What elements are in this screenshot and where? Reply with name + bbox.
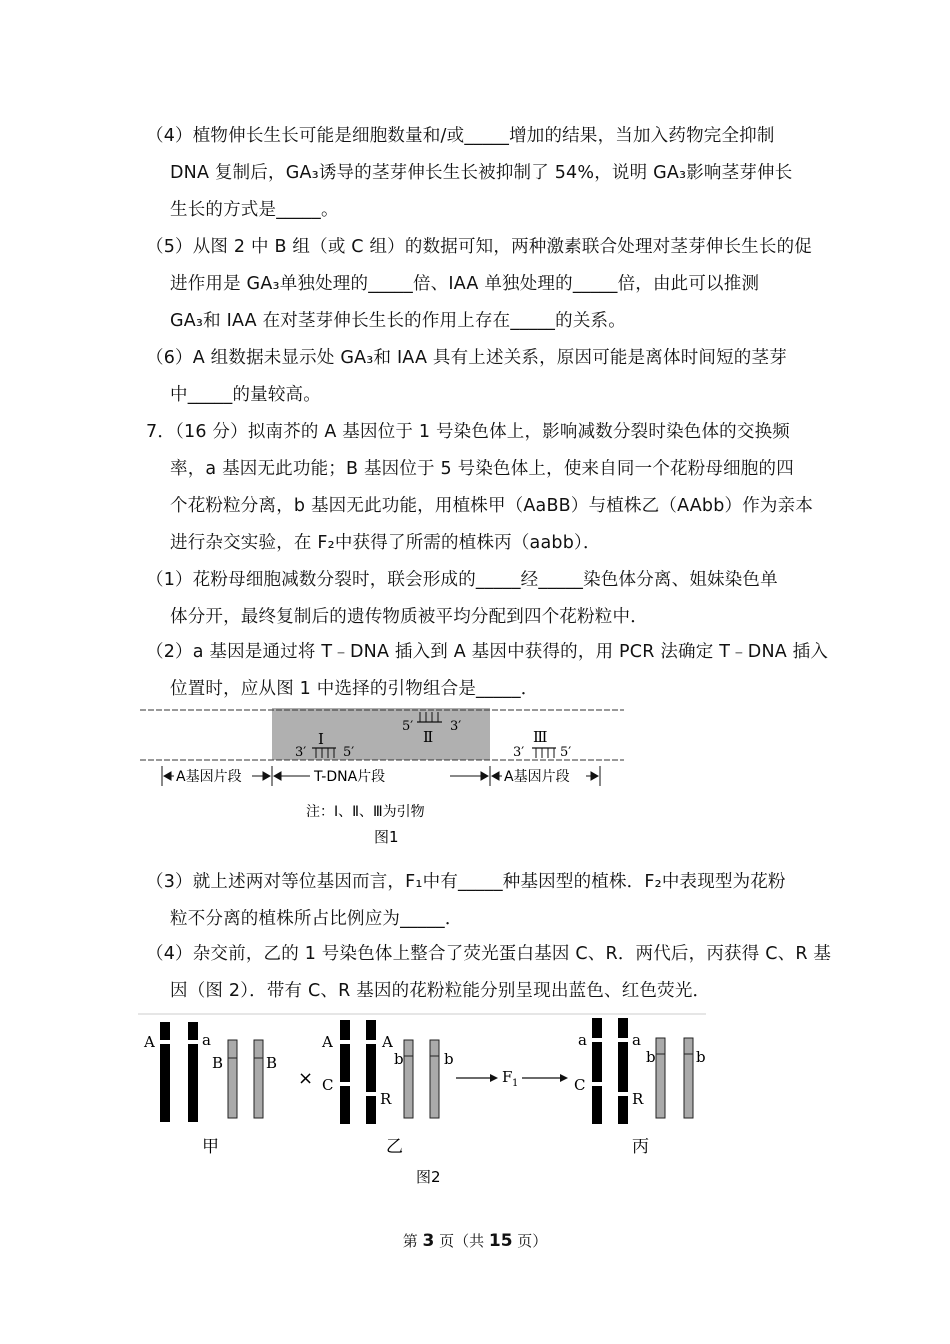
text-line-q5-3: GA₃和 IAA 在对茎芽伸长生长的作用上存在_____的关系。	[170, 311, 626, 331]
chromosome-5-yi-right	[430, 1040, 439, 1118]
text-line-q6-2: 中_____的量较高。	[170, 385, 321, 405]
text-line-q5-2: 进作用是 GA₃单独处理的_____倍、IAA 单独处理的_____倍，由此可以推测	[170, 274, 760, 294]
svg-text:B: B	[212, 1054, 224, 1072]
svg-text:C: C	[322, 1076, 334, 1094]
text-line-q7-2: 率，a 基因无此功能；B 基因位于 5 号染色体上，使来自同一个花粉母细胞的四	[170, 459, 794, 479]
svg-text:Ⅰ: Ⅰ	[318, 730, 324, 748]
label-jia: 甲	[202, 1137, 219, 1157]
svg-text:a: a	[202, 1031, 211, 1049]
figure-1-caption: 图1	[374, 828, 399, 846]
primer-3	[513, 728, 571, 760]
text-line-q4-3: 生长的方式是_____。	[170, 200, 339, 220]
text-line-q4-2: DNA 复制后，GA₃诱导的茎芽伸长生长被抑制了 54%，说明 GA₃影响茎芽伸长	[170, 163, 793, 183]
text-line-q7-4-2: 因（图 2）．带有 C、R 基因的花粉粒能分别呈现出蓝色、红色荧光．	[170, 981, 711, 1001]
svg-text:5′: 5′	[560, 745, 572, 760]
plant-jia-chromosomes	[143, 1022, 277, 1122]
text-line-q5-1: （5）从图 2 中 B 组（或 C 组）的数据可知，两种激素联合处理对茎芽伸长生长的促	[146, 237, 812, 257]
svg-text:b: b	[394, 1050, 404, 1068]
segment-label-tdna: T-DNA片段	[314, 769, 386, 785]
plant-yi-chromosomes	[321, 1020, 454, 1124]
text-line-q7-4: 进行杂交实验，在 F₂中获得了所需的植株丙（aabb）．	[170, 533, 601, 553]
chromosome-5-jia-right	[254, 1040, 263, 1118]
figure-2-caption: 图2	[416, 1168, 441, 1186]
svg-text:b: b	[646, 1048, 656, 1066]
svg-text:Ⅲ: Ⅲ	[533, 728, 548, 746]
chromosome-1-yi-left	[340, 1020, 350, 1124]
text-line-q7-1-1: （1）花粉母细胞减数分裂时，联会形成的_____经_____染色体分离、姐妹染色单	[146, 570, 778, 590]
chromosome-5-bing-right	[684, 1038, 693, 1118]
svg-text:3′: 3′	[295, 745, 307, 760]
svg-text:1: 1	[512, 1078, 519, 1089]
label-bing: 丙	[632, 1137, 649, 1157]
plant-bing-chromosomes	[574, 1018, 706, 1124]
segment-label-a-right: A基因片段	[504, 769, 570, 785]
footer-middle: 页（共	[434, 1232, 489, 1250]
chromosome-5-bing-left	[656, 1038, 665, 1118]
svg-text:3′: 3′	[450, 719, 462, 734]
page-footer	[0, 1230, 950, 1251]
chromosome-1-jia-right	[188, 1022, 198, 1122]
svg-text:B: B	[266, 1054, 278, 1072]
text-line-q7-4-1: （4）杂交前，乙的 1 号染色体上整合了荧光蛋白基因 C、R．两代后，丙获得 C、R 基	[146, 944, 832, 964]
text-line-q7-1: 7．（16 分）拟南芥的 A 基因位于 1 号染色体上，影响减数分裂时染色体的交换频	[146, 422, 790, 442]
svg-text:R: R	[380, 1090, 392, 1108]
chromosome-1-jia-left	[160, 1022, 170, 1122]
chromosome-5-jia-left	[228, 1040, 237, 1118]
svg-text:F: F	[502, 1068, 513, 1086]
svg-text:A: A	[382, 1033, 393, 1051]
text-line-q7-3-2: 粒不分离的植株所占比例应为_____．	[170, 909, 463, 929]
svg-text:R: R	[632, 1090, 644, 1108]
page-number: 3	[422, 1231, 435, 1251]
chromosome-1-bing-left	[592, 1018, 602, 1124]
text-line-q7-1-2: 体分开，最终复制后的遗传物质被平均分配到四个花粉粒中．	[170, 607, 648, 627]
text-line-q7-3-1: （3）就上述两对等位基因而言，F₁中有_____种基因型的植株．F₂中表现型为花粉	[146, 872, 786, 892]
svg-text:a: a	[578, 1031, 587, 1049]
chromosome-1-bing-right	[618, 1018, 628, 1124]
svg-text:5′: 5′	[343, 745, 355, 760]
footer-prefix: 第	[402, 1232, 423, 1250]
svg-text:3′: 3′	[513, 745, 525, 760]
cross-symbol: ×	[298, 1068, 314, 1089]
svg-text:b: b	[444, 1050, 454, 1068]
chromosome-5-yi-left	[404, 1040, 413, 1118]
label-yi: 乙	[386, 1137, 403, 1157]
text-line-q7-3: 个花粉粒分离，b 基因无此功能，用植株甲（AaBB）与植株乙（AAbb）作为亲本	[170, 496, 814, 516]
text-line-q7-2-2: 位置时，应从图 1 中选择的引物组合是_____．	[170, 679, 539, 699]
svg-text:A: A	[144, 1033, 155, 1051]
figure-1-note: 注：Ⅰ、Ⅱ、Ⅲ为引物	[306, 804, 425, 820]
footer-suffix: 页）	[512, 1232, 548, 1250]
text-line-q7-2-1: （2）a 基因是通过将 T﹣DNA 插入到 A 基因中获得的，用 PCR 法确定 T﹣DNA 插入	[146, 642, 829, 662]
svg-text:b: b	[696, 1048, 706, 1066]
segment-label-a-left: A基因片段	[176, 769, 242, 785]
svg-text:A: A	[322, 1033, 333, 1051]
svg-text:C: C	[574, 1076, 586, 1094]
text-line-q4-1: （4）植物伸长生长可能是细胞数量和/或_____增加的结果，当加入药物完全抑制	[146, 126, 775, 146]
svg-text:a: a	[632, 1031, 641, 1049]
f1-arrow	[456, 1068, 568, 1089]
page-total: 15	[488, 1231, 513, 1251]
figure-1-tdna-diagram	[140, 700, 630, 860]
figure-2-chromosomes	[138, 1012, 710, 1192]
text-line-q6-1: （6）A 组数据未显示处 GA₃和 IAA 具有上述关系，原因可能是离体时间短的茎芽	[146, 348, 787, 368]
svg-text:5′: 5′	[402, 719, 414, 734]
svg-text:Ⅱ: Ⅱ	[423, 728, 434, 746]
chromosome-1-yi-right	[366, 1020, 376, 1124]
